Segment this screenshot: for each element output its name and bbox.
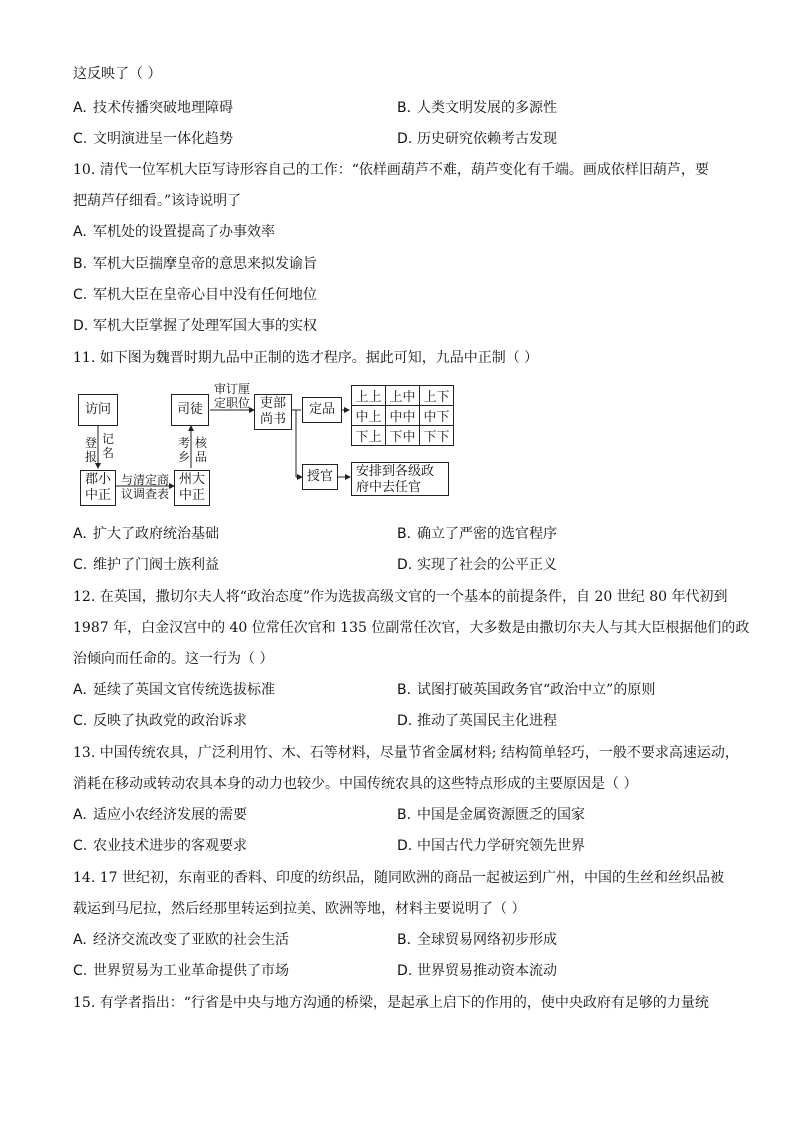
grade-cell: 上中 <box>386 386 420 406</box>
option-text: 试图打破英国政务官“政治中立”的原则 <box>417 682 656 698</box>
option-text: 适应小农经济发展的需要 <box>93 807 247 823</box>
box-zhou-da-zhongzheng <box>174 470 210 506</box>
label-dengji-char-2: 报 <box>84 450 97 464</box>
option-label: D. <box>73 318 89 334</box>
q12-option-d[interactable] <box>397 711 557 731</box>
q12-option-b[interactable] <box>397 680 655 700</box>
box-anpai-line-2: 府中去任官 <box>356 480 422 495</box>
option-text: 军机大臣揣摩皇帝的意思来拟发谕旨 <box>93 256 317 272</box>
option-label: B. <box>397 932 412 948</box>
option-label: D. <box>397 131 413 147</box>
option-label: C. <box>73 713 88 729</box>
option-label: C. <box>73 557 88 573</box>
box-situ: 司徒 <box>171 394 209 426</box>
q14-stem-line-2: 载运到马尼拉，然后经那里转运到拉美、欧洲等地，材料主要说明了（ ） <box>73 901 526 917</box>
label-shending <box>211 382 253 410</box>
option-text: 军机处的设置提高了办事效率 <box>93 224 275 240</box>
option-text: 中国古代力学研究领先世界 <box>417 838 585 854</box>
box-anpai-line-1: 安排到各级政 <box>356 464 435 479</box>
option-text: 世界贸易为工业革命提供了市场 <box>93 963 289 979</box>
q9-stem-tail: 这反映了（ ） <box>73 66 162 82</box>
option-text: 推动了英国民主化进程 <box>417 713 557 729</box>
label-yuqing-line-1: 与清定商 <box>120 473 169 487</box>
q13-option-a[interactable] <box>73 805 247 825</box>
grade-cell: 中下 <box>420 406 454 426</box>
option-text: 军机大臣掌握了处理军国大事的实权 <box>93 318 317 334</box>
box-jun-xiao-zhongzheng <box>80 470 116 506</box>
grade-cell: 上上 <box>352 386 386 406</box>
label-jiming-char-1: 记 <box>101 432 114 446</box>
q10-stem-line-2: 把葫芦仔细看。”该诗说明了 <box>73 193 242 209</box>
option-label: A. <box>73 932 87 948</box>
q12-stem-line-1: 12. 在英国，撒切尔夫人将“政治态度”作为选拔高级文官的一个基本的前提条件，自 20 世纪 80 年代初到 <box>73 589 728 605</box>
q12-option-a[interactable] <box>73 680 275 700</box>
q14-stem-line-1: 14. 17 世纪初，东南亚的香料、印度的纺织品，随同欧洲的商品一起被运到广州，中国的生丝和丝织品被 <box>73 870 724 886</box>
option-text: 中国是金属资源匮乏的国家 <box>417 807 585 823</box>
q14-option-c[interactable] <box>73 961 289 981</box>
option-text: 扩大了政府统治基础 <box>93 526 219 542</box>
q12-stem-line-2: 1987 年，白金汉宫中的 40 位常任次官和 135 位副常任次官，大多数是由撒切尔夫人与其大臣根据他们的政 <box>73 620 750 636</box>
box-shouguan: 授官 <box>302 464 338 490</box>
option-text: 经济交流改变了亚欧的社会生活 <box>93 932 289 948</box>
grade-cell: 下中 <box>386 426 420 446</box>
option-text: 确立了严密的选官程序 <box>417 526 557 542</box>
option-text: 历史研究依赖考古发现 <box>417 131 557 147</box>
option-label: B. <box>397 526 412 542</box>
label-hepin-char-1: 核 <box>194 436 207 450</box>
q11-stem-line-1: 11. 如下图为魏晋时期九品中正制的选才程序。据此可知，九品中正制（ ） <box>73 350 539 366</box>
label-dengji <box>84 436 98 464</box>
q10-option-d[interactable] <box>73 316 317 336</box>
q9-option-b[interactable] <box>397 98 557 118</box>
label-kaoxiang <box>177 436 191 464</box>
q11-option-d[interactable] <box>397 555 557 575</box>
grade-row-upper <box>352 386 454 406</box>
option-label: A. <box>73 807 87 823</box>
label-jiming-char-2: 名 <box>101 446 114 460</box>
label-shending-line-1: 审订厘 <box>213 382 250 396</box>
box-zhouda-line-1: 州大 <box>178 472 205 487</box>
q12-stem-line-3: 治倾向而任命的。这一行为（ ） <box>73 651 274 667</box>
option-label: D. <box>397 557 413 573</box>
grade-cell: 下下 <box>420 426 454 446</box>
label-hepin-char-2: 品 <box>194 450 207 464</box>
box-junxiao-line-2: 中正 <box>84 488 111 503</box>
q12-option-c[interactable] <box>73 711 247 731</box>
option-text: 军机大臣在皇帝心目中没有任何地位 <box>93 287 317 303</box>
option-label: B. <box>73 256 88 272</box>
box-dingpin: 定品 <box>302 397 342 423</box>
box-zhouda-line-2: 中正 <box>178 488 205 503</box>
box-libu-line-2: 尚书 <box>259 412 286 427</box>
label-kaoxiang-char-2: 乡 <box>177 450 190 464</box>
q10-option-a[interactable] <box>73 222 275 242</box>
grade-cell: 上下 <box>420 386 454 406</box>
box-libu-shangshu <box>254 394 292 430</box>
q11-option-c[interactable] <box>73 555 219 575</box>
q14-option-a[interactable] <box>73 930 289 950</box>
label-hepin <box>194 436 208 464</box>
option-label: B. <box>397 682 412 698</box>
box-anpai <box>351 462 449 496</box>
option-text: 全球贸易网络初步形成 <box>417 932 557 948</box>
option-label: C. <box>73 963 88 979</box>
q10-option-b[interactable] <box>73 254 317 274</box>
q13-stem-line-2: 消耗在移动或转动农具本身的动力也较少。中国传统农具的这些特点形成的主要原因是（ ） <box>73 776 638 792</box>
box-libu-line-1: 吏部 <box>259 396 286 411</box>
option-label: A. <box>73 526 87 542</box>
grade-cell: 中上 <box>352 406 386 426</box>
q9-option-c[interactable] <box>73 129 233 149</box>
option-text: 实现了社会的公平正义 <box>417 557 557 573</box>
option-text: 延续了英国文官传统选拔标准 <box>93 682 275 698</box>
nine-grade-table <box>351 385 454 446</box>
label-yuqing-line-2: 议调查表 <box>120 487 169 501</box>
label-jiming <box>101 432 115 460</box>
option-label: A. <box>73 100 87 116</box>
option-text: 人类文明发展的多源性 <box>417 100 557 116</box>
label-shending-line-2: 定职位 <box>213 396 250 410</box>
q14-option-d[interactable] <box>397 961 557 981</box>
option-label: C. <box>73 131 88 147</box>
option-label: C. <box>73 287 88 303</box>
q15-stem-line-1: 15. 有学者指出：“行省是中央与地方沟通的桥梁，是起承上启下的作用的，使中央政府有足够的力量统 <box>73 995 709 1011</box>
option-label: B. <box>397 807 412 823</box>
grade-cell: 下上 <box>352 426 386 446</box>
box-junxiao-line-1: 郡小 <box>84 472 111 487</box>
option-text: 农业技术进步的客观要求 <box>93 838 247 854</box>
option-text: 反映了执政党的政治诉求 <box>93 713 247 729</box>
option-text: 维护了门阀士族利益 <box>93 557 219 573</box>
grade-row-middle <box>352 406 454 426</box>
q13-option-d[interactable] <box>397 836 585 856</box>
option-label: B. <box>397 100 412 116</box>
q13-stem-line-1: 13. 中国传统农具，广泛利用竹、木、石等材料，尽量节省金属材料; 结构简单轻巧，一般不要求高速运动， <box>73 745 739 761</box>
option-label: A. <box>73 224 87 240</box>
q14-option-b[interactable] <box>397 930 557 950</box>
option-text: 文明演进呈一体化趋势 <box>93 131 233 147</box>
label-kaoxiang-char-1: 考 <box>177 436 190 450</box>
option-label: D. <box>397 838 413 854</box>
selection-procedure-diagram <box>78 382 468 510</box>
option-text: 技术传播突破地理障碍 <box>93 100 233 116</box>
option-label: A. <box>73 682 87 698</box>
q11-option-a[interactable] <box>73 524 219 544</box>
q9-option-d[interactable] <box>397 129 557 149</box>
box-fangwen: 访问 <box>78 394 118 426</box>
q10-option-c[interactable] <box>73 285 317 305</box>
option-text: 世界贸易推动资本流动 <box>417 963 557 979</box>
q11-option-b[interactable] <box>397 524 557 544</box>
option-label: D. <box>397 963 413 979</box>
label-yuqing <box>117 473 173 501</box>
q13-option-b[interactable] <box>397 805 585 825</box>
grade-row-lower <box>352 426 454 446</box>
label-dengji-char-1: 登 <box>84 436 97 450</box>
grade-cell: 中中 <box>386 406 420 426</box>
option-label: C. <box>73 838 88 854</box>
q10-stem-line-1: 10. 清代一位军机大臣写诗形容自己的工作：“依样画葫芦不难，葫芦变化有千端。画成依样旧葫芦，要 <box>73 162 709 178</box>
q13-option-c[interactable] <box>73 836 247 856</box>
q9-option-a[interactable] <box>73 98 233 118</box>
option-label: D. <box>397 713 413 729</box>
